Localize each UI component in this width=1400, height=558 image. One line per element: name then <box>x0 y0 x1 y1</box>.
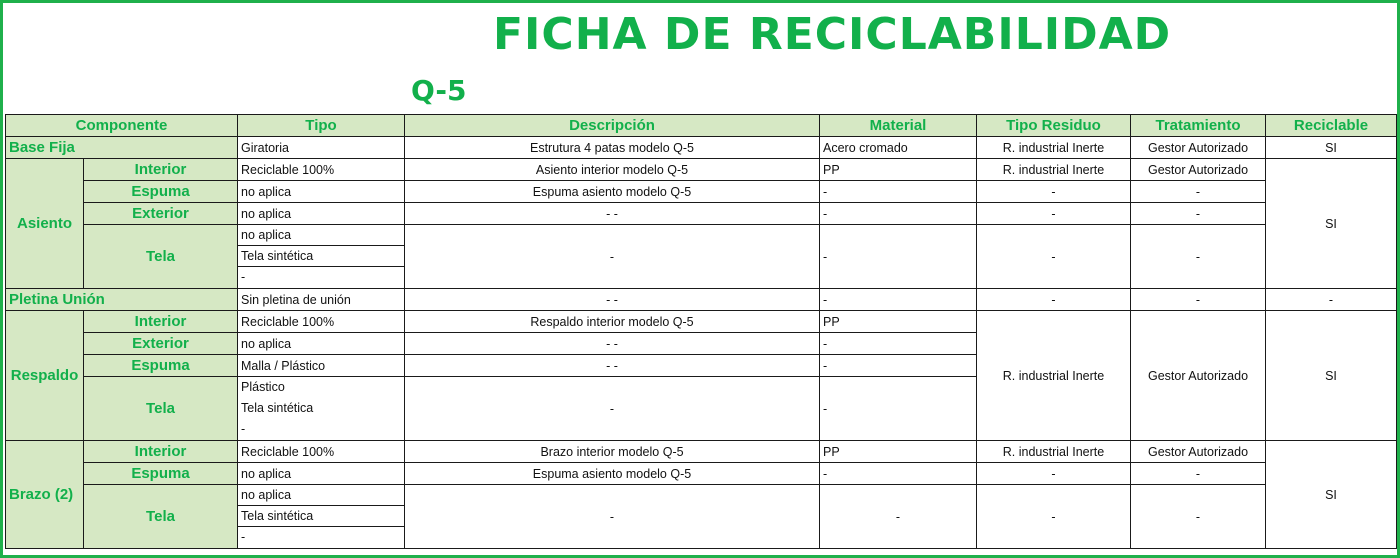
cell-residuo: - <box>977 463 1131 485</box>
cell-tipo-multi <box>238 485 405 549</box>
cell-residuo: - <box>977 289 1131 311</box>
cell-reciclable: SI <box>1266 311 1397 441</box>
tipo-line: Tela sintética <box>238 506 404 527</box>
col-header-tratamiento: Tratamiento <box>1131 115 1266 137</box>
cell-descripcion: Asiento interior modelo Q-5 <box>405 159 820 181</box>
cell-tipo: Reciclable 100% <box>238 441 405 463</box>
cell-tipo: no aplica <box>238 463 405 485</box>
subcomponent-espuma: Espuma <box>84 181 238 203</box>
component-pletina-union: Pletina Unión <box>6 289 238 311</box>
cell-tipo: no aplica <box>238 333 405 355</box>
tipo-line: Plástico <box>241 380 285 394</box>
cell-residuo: R. industrial Inerte <box>977 311 1131 441</box>
cell-material: - <box>820 181 977 203</box>
col-header-descripcion: Descripción <box>405 115 820 137</box>
cell-descripcion: - - <box>405 333 820 355</box>
header-row <box>6 115 1397 137</box>
table-row <box>6 137 1397 159</box>
col-header-tipo: Tipo <box>238 115 405 137</box>
cell-material: - <box>820 225 977 289</box>
tipo-line: - <box>241 422 246 436</box>
cell-tratamiento: - <box>1131 289 1266 311</box>
cell-descripcion: - <box>405 377 820 441</box>
cell-tipo: Sin pletina de unión <box>238 289 405 311</box>
table-row <box>6 159 1397 181</box>
cell-tratamiento: Gestor Autorizado <box>1131 441 1266 463</box>
tipo-line: - <box>241 270 246 284</box>
subcomponent-interior: Interior <box>84 159 238 181</box>
table-row <box>6 289 1397 311</box>
cell-tratamiento: Gestor Autorizado <box>1131 137 1266 159</box>
recyclability-table <box>5 114 1397 549</box>
cell-tratamiento: Gestor Autorizado <box>1131 311 1266 441</box>
table-row <box>6 225 1397 289</box>
cell-residuo: - <box>977 225 1131 289</box>
cell-material: - <box>820 485 977 549</box>
cell-descripcion: - - <box>405 355 820 377</box>
table-row <box>6 463 1397 485</box>
cell-material: - <box>820 203 977 225</box>
tipo-line: Tela sintética <box>241 401 314 415</box>
subcomponent-exterior: Exterior <box>84 203 238 225</box>
subcomponent-espuma: Espuma <box>84 355 238 377</box>
cell-tipo: Giratoria <box>238 137 405 159</box>
cell-descripcion: - - <box>405 203 820 225</box>
cell-material: PP <box>820 159 977 181</box>
tipo-line: - <box>241 530 246 544</box>
cell-reciclable: - <box>1266 289 1397 311</box>
cell-descripcion: - - <box>405 289 820 311</box>
cell-material: PP <box>820 441 977 463</box>
tipo-line: Tela sintética <box>238 246 404 267</box>
subcomponent-interior: Interior <box>84 311 238 333</box>
cell-tipo-multi <box>238 225 405 289</box>
table-row <box>6 485 1397 549</box>
subcomponent-tela: Tela <box>84 485 238 549</box>
cell-residuo: R. industrial Inerte <box>977 159 1131 181</box>
cell-reciclable: SI <box>1266 137 1397 159</box>
cell-tipo: Reciclable 100% <box>238 159 405 181</box>
subcomponent-tela: Tela <box>84 377 238 441</box>
cell-tratamiento: - <box>1131 203 1266 225</box>
cell-tipo: Reciclable 100% <box>238 311 405 333</box>
cell-material: PP <box>820 311 977 333</box>
table-row <box>6 311 1397 333</box>
cell-tratamiento: - <box>1131 463 1266 485</box>
document-title: FICHA DE RECICLABILIDAD <box>493 9 1172 60</box>
cell-tipo: no aplica <box>238 181 405 203</box>
tipo-line: no aplica <box>238 485 404 506</box>
cell-descripcion: Espuma asiento modelo Q-5 <box>405 463 820 485</box>
cell-material: - <box>820 289 977 311</box>
subcomponent-interior: Interior <box>84 441 238 463</box>
cell-residuo: - <box>977 485 1131 549</box>
component-asiento: Asiento <box>6 159 84 289</box>
col-header-material: Material <box>820 115 977 137</box>
cell-descripcion: Brazo interior modelo Q-5 <box>405 441 820 463</box>
subcomponent-tela: Tela <box>84 225 238 289</box>
component-base-fija: Base Fija <box>6 137 238 159</box>
cell-material: Acero cromado <box>820 137 977 159</box>
cell-residuo: R. industrial Inerte <box>977 441 1131 463</box>
subcomponent-espuma: Espuma <box>84 463 238 485</box>
cell-material: - <box>820 463 977 485</box>
component-respaldo: Respaldo <box>6 311 84 441</box>
cell-tratamiento: - <box>1131 181 1266 203</box>
cell-residuo: - <box>977 181 1131 203</box>
table-row <box>6 203 1397 225</box>
tipo-line: no aplica <box>238 225 404 246</box>
cell-tratamiento: - <box>1131 485 1266 549</box>
col-header-reciclable: Reciclable <box>1266 115 1397 137</box>
cell-material: - <box>820 355 977 377</box>
cell-residuo: - <box>977 203 1131 225</box>
cell-material: - <box>820 333 977 355</box>
cell-reciclable: SI <box>1266 159 1397 289</box>
cell-reciclable: SI <box>1266 441 1397 549</box>
cell-descripcion: - <box>405 485 820 549</box>
cell-tratamiento: Gestor Autorizado <box>1131 159 1266 181</box>
subcomponent-exterior: Exterior <box>84 333 238 355</box>
cell-descripcion: Espuma asiento modelo Q-5 <box>405 181 820 203</box>
cell-tipo-multi <box>238 377 405 441</box>
cell-material: - <box>820 377 977 441</box>
cell-tipo: Malla / Plástico <box>238 355 405 377</box>
cell-tratamiento: - <box>1131 225 1266 289</box>
cell-residuo: R. industrial Inerte <box>977 137 1131 159</box>
cell-descripcion: - <box>405 225 820 289</box>
col-header-componente: Componente <box>6 115 238 137</box>
cell-descripcion: Respaldo interior modelo Q-5 <box>405 311 820 333</box>
component-brazo: Brazo (2) <box>6 441 84 549</box>
table-row <box>6 181 1397 203</box>
col-header-tipo-residuo: Tipo Residuo <box>977 115 1131 137</box>
cell-descripcion: Estrutura 4 patas modelo Q-5 <box>405 137 820 159</box>
table-row <box>6 441 1397 463</box>
cell-tipo: no aplica <box>238 203 405 225</box>
model-name: Q-5 <box>411 74 467 107</box>
